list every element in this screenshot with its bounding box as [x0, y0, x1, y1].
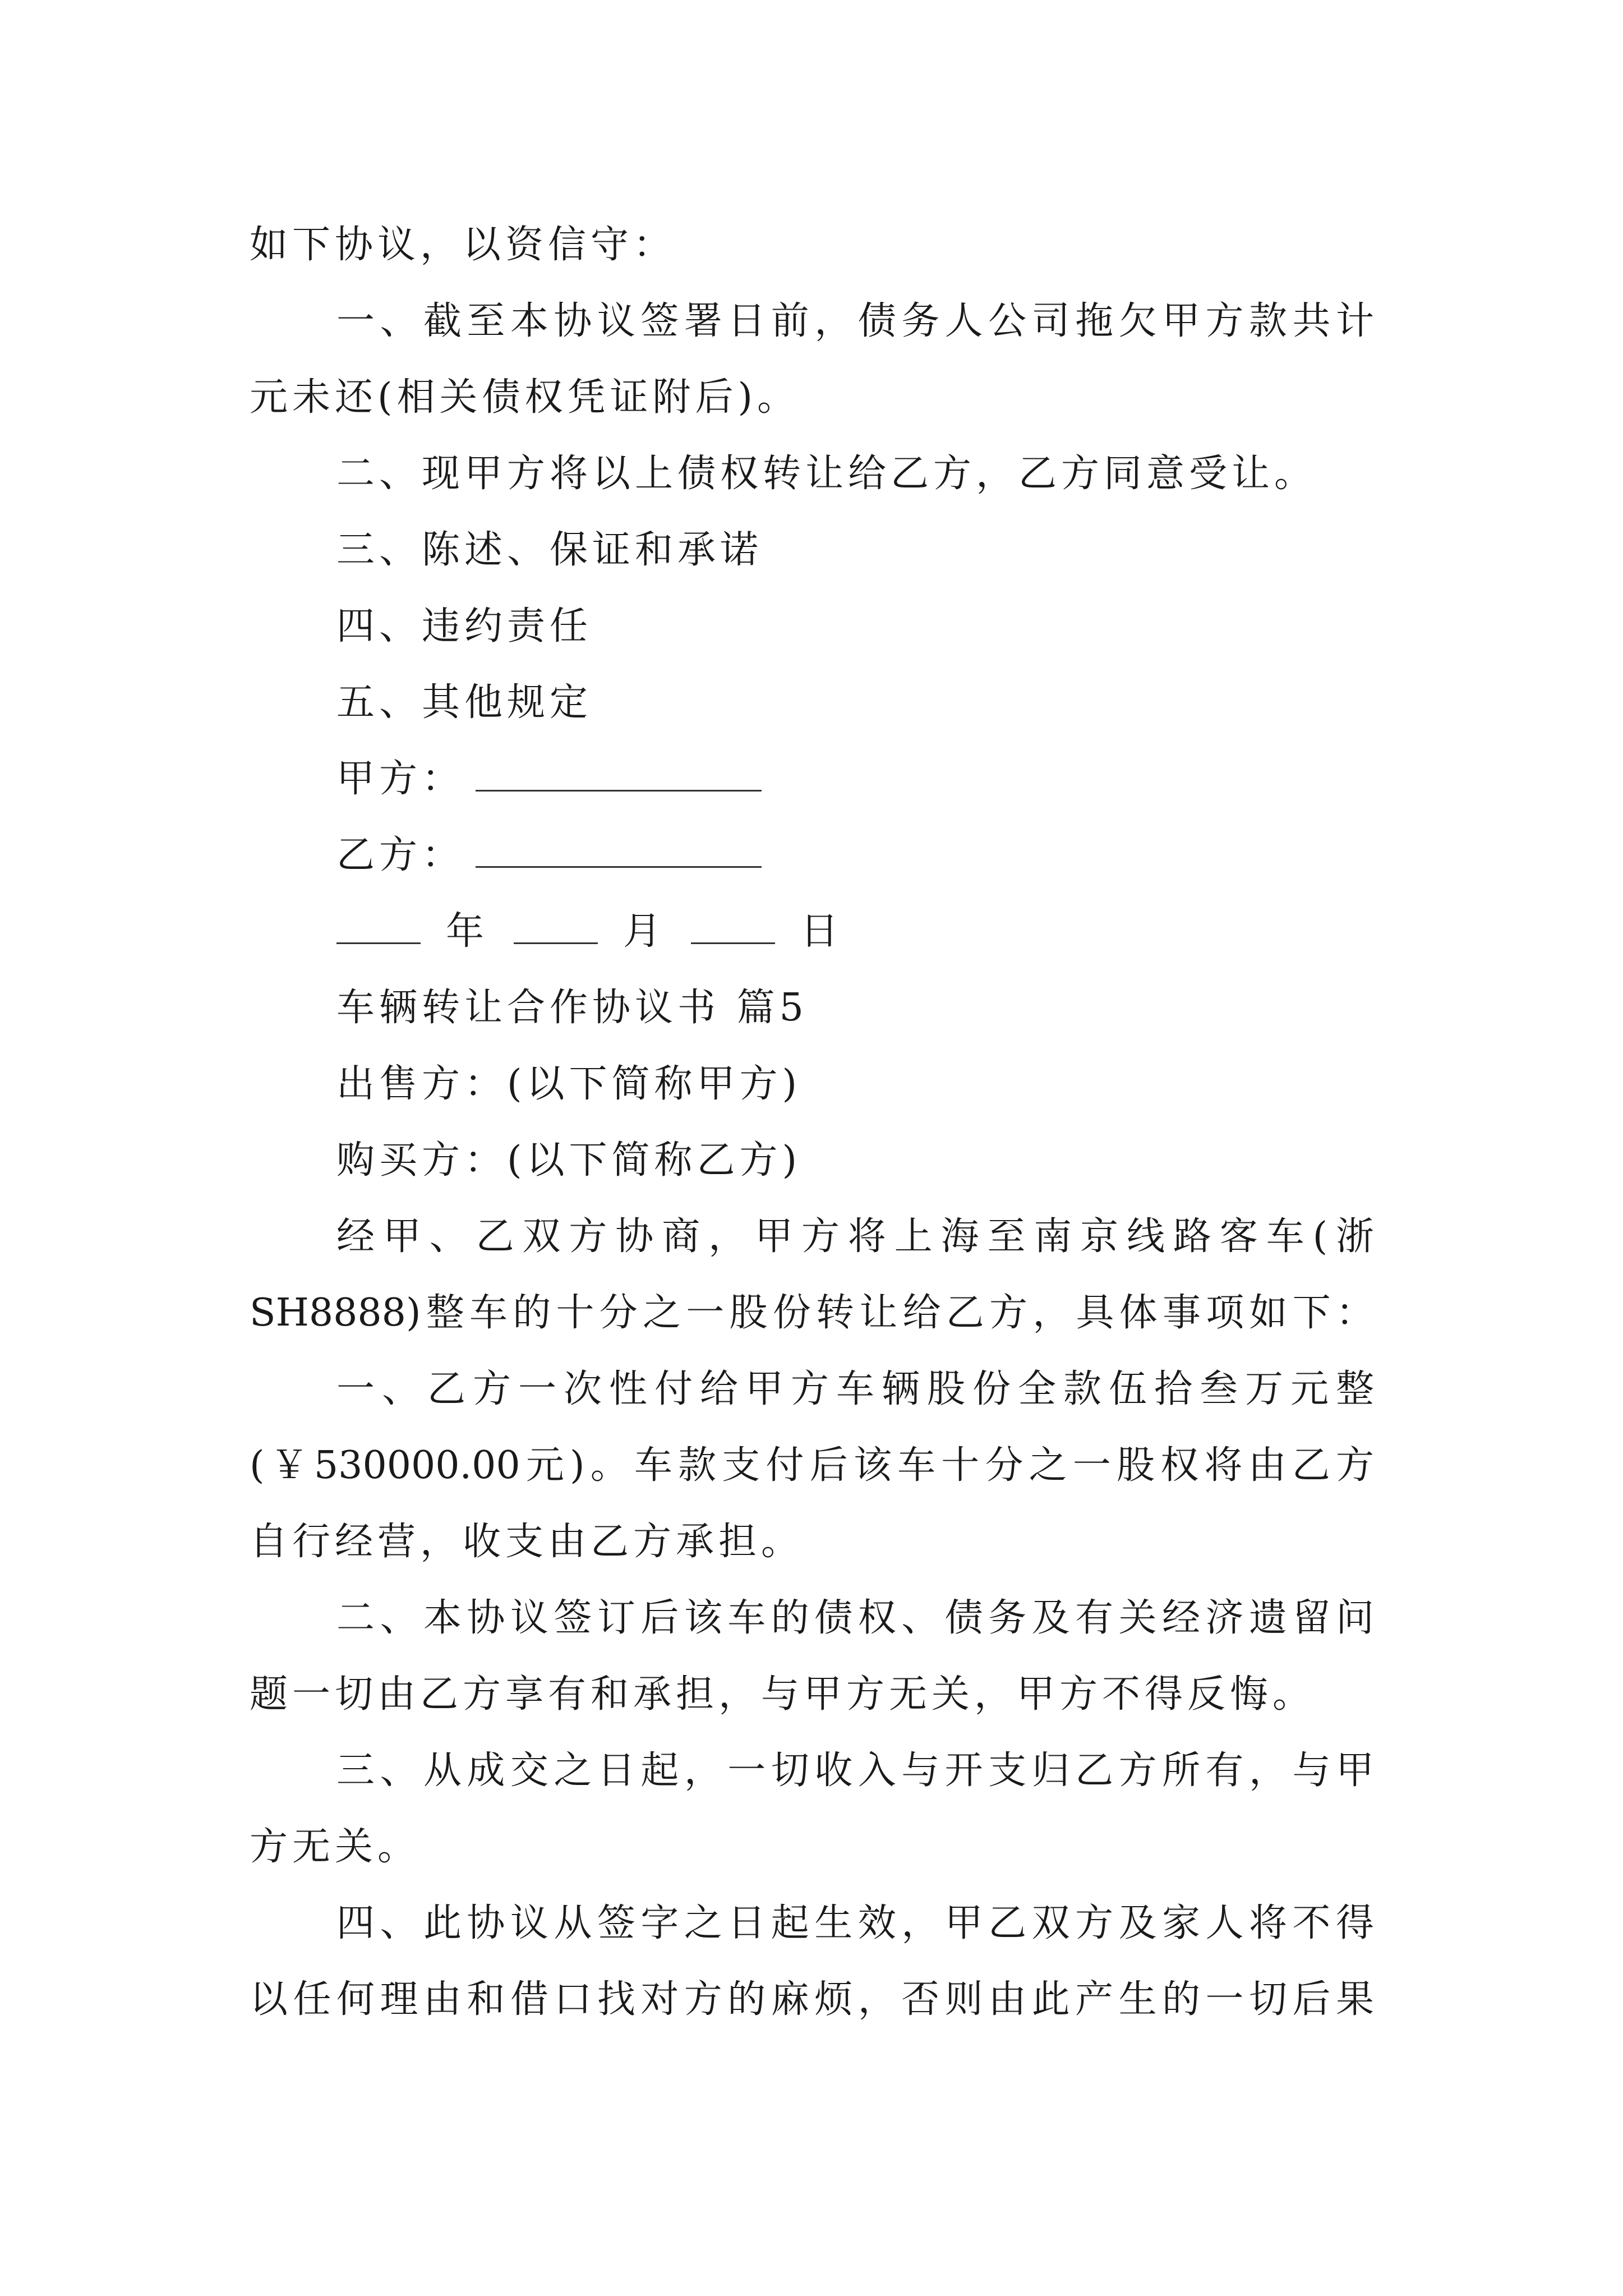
- party-a-blank: [476, 761, 762, 792]
- paragraph-line: 元未还(相关债权凭证附后)。: [250, 375, 800, 420]
- body-line: 自行经营，收支由乙方承担。: [250, 1520, 804, 1564]
- clause-heading: 三、陈述、保证和承诺: [336, 528, 763, 572]
- paragraph-line: 二、现甲方将以上债权转让给乙方，乙方同意受让。: [336, 452, 1317, 496]
- body-line: 方无关。: [250, 1825, 421, 1869]
- buyer-line: 购买方：(以下简称乙方): [336, 1138, 802, 1182]
- party-a-label: 甲方：: [336, 757, 465, 801]
- body-line: 以任何理由和借口找对方的麻烦，否则由此产生的一切后果: [250, 1977, 1374, 2022]
- body-line: 二、本协议签订后该车的债权、债务及有关经济遗留问: [336, 1596, 1374, 1640]
- year-blank: [336, 913, 421, 944]
- month-label: 月: [623, 909, 666, 954]
- party-b-signature-line: [336, 830, 762, 881]
- day-label: 日: [800, 909, 843, 954]
- paragraph-line: 一、截至本协议签署日前，债务人公司拖欠甲方款共计: [336, 299, 1374, 343]
- month-blank: [514, 913, 598, 944]
- body-line: 经甲、乙双方协商，甲方将上海至南京线路客车(浙: [336, 1214, 1374, 1259]
- party-b-blank: [476, 837, 762, 868]
- day-blank: [691, 913, 775, 944]
- clause-heading: 五、其他规定: [336, 680, 593, 725]
- body-line: SH8888)整车的十分之一股份转让给乙方，具体事项如下：: [250, 1291, 1374, 1335]
- body-line: 三、从成交之日起，一切收入与开支归乙方所有，与甲: [336, 1749, 1374, 1793]
- body-line: (￥530000.00元)。车款支付后该车十分之一股权将由乙方: [250, 1443, 1374, 1488]
- seller-line: 出售方：(以下简称甲方): [336, 1062, 802, 1106]
- party-a-signature-line: [336, 754, 762, 804]
- body-line: 题一切由乙方享有和承担，与甲方无关，甲方不得反悔。: [250, 1672, 1316, 1717]
- body-line: 四、此协议从签字之日起生效，甲乙双方及家人将不得: [336, 1901, 1374, 1945]
- body-line: 一、乙方一次性付给甲方车辆股份全款伍拾叁万元整: [336, 1367, 1374, 1411]
- party-b-label: 乙方：: [336, 833, 465, 877]
- section-title: 车辆转让合作协议书 篇5: [336, 986, 808, 1030]
- clause-heading: 四、违约责任: [336, 604, 593, 648]
- year-label: 年: [446, 909, 489, 954]
- paragraph-line: 如下协议，以资信守：: [250, 223, 676, 267]
- date-line: [336, 907, 868, 957]
